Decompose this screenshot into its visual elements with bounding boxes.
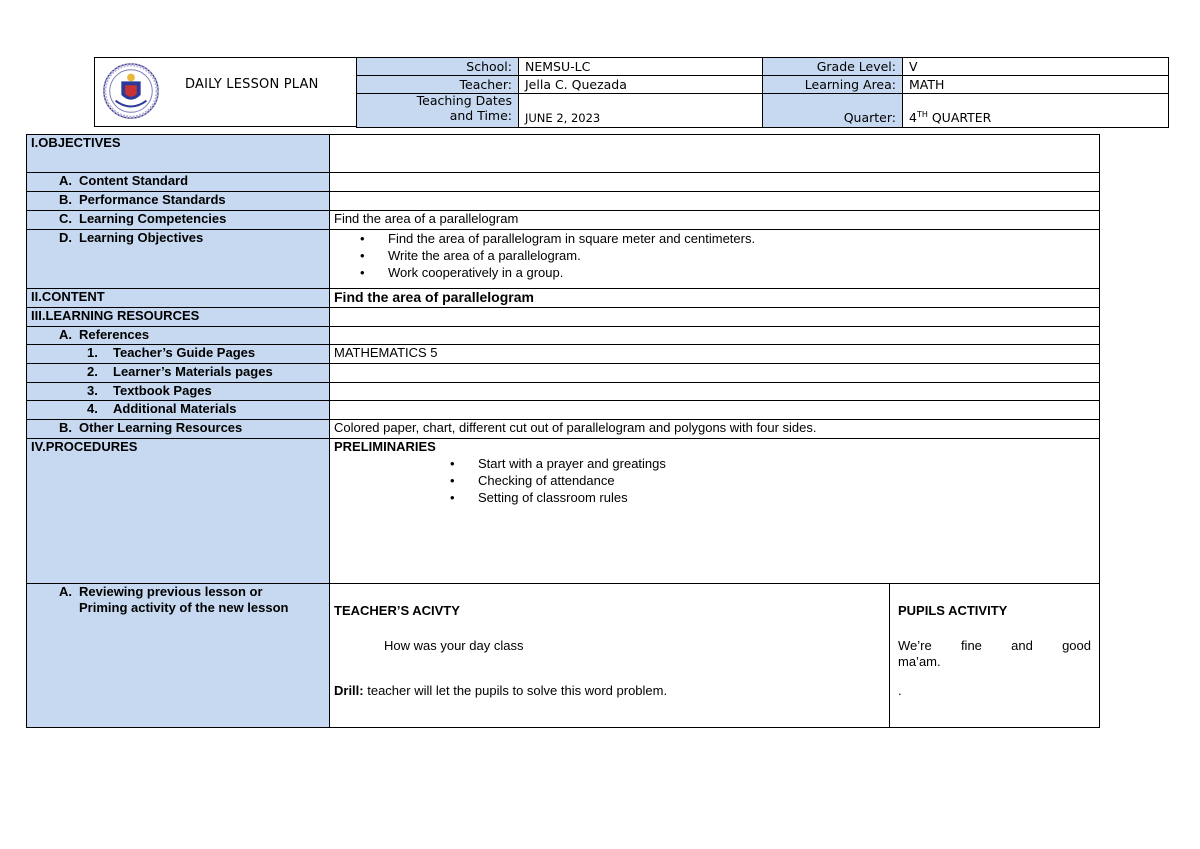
list-item: • Checking of attendance — [478, 472, 1095, 489]
teachers-guide-label — [27, 345, 330, 364]
quarter-label: Quarter: — [763, 94, 903, 128]
content-value: Find the area of parallelogram — [330, 289, 1100, 308]
references-text: References — [79, 327, 150, 342]
learning-resources-value — [330, 308, 1100, 327]
list-item: • Setting of classroom rules — [478, 489, 1095, 506]
learning-competencies-value: Find the area of a parallelogram — [330, 211, 1100, 230]
row-learning-objectives — [27, 230, 1100, 289]
drill-text: teacher will let the pupils to solve this word problem. — [363, 683, 668, 698]
teacher-label: Teacher: — [357, 76, 519, 94]
learning-area-label: Learning Area: — [763, 76, 903, 94]
row-performance-standards — [27, 192, 1100, 211]
learning-objectives-value — [330, 230, 1100, 289]
pupils-activity-column — [889, 584, 1099, 727]
performance-standards-label — [27, 192, 330, 211]
drill-line — [334, 683, 889, 699]
performance-standards-letter: B. — [59, 192, 72, 207]
textbook-pages-value — [330, 383, 1100, 401]
header-row-school — [357, 58, 1169, 76]
pupils-activity-header: PUPILS ACTIVITY — [898, 603, 1008, 618]
references-value — [330, 327, 1100, 345]
grade-level-value: V — [903, 58, 1169, 76]
content-standard-text: Content Standard — [79, 173, 189, 188]
row-objectives — [27, 135, 1100, 173]
list-item: • Work cooperatively in a group. — [388, 264, 1095, 281]
additional-materials-label — [27, 401, 330, 420]
list-item: • Find the area of parallelogram in square meter and centimeters. — [388, 230, 1095, 247]
textbook-pages-num: 3. — [87, 383, 98, 398]
lesson-plan-table — [26, 134, 1100, 728]
preliminaries-list — [334, 455, 1095, 506]
learning-competencies-text: Learning Competencies — [79, 211, 227, 226]
header-info-table — [356, 57, 1169, 128]
grade-level-label: Grade Level: — [763, 58, 903, 76]
deped-seal-icon — [102, 62, 160, 120]
review-activity-cell — [330, 584, 1100, 728]
learning-objectives-list — [334, 230, 1095, 281]
learning-objectives-letter: D. — [59, 230, 72, 245]
row-review — [27, 584, 1100, 728]
row-learning-competencies — [27, 211, 1100, 230]
textbook-pages-text: Textbook Pages — [113, 383, 212, 398]
procedures-value — [330, 439, 1100, 584]
additional-materials-text: Additional Materials — [113, 401, 237, 416]
row-teachers-guide — [27, 345, 1100, 364]
row-content-standard — [27, 173, 1100, 192]
learners-materials-value — [330, 364, 1100, 383]
teachers-guide-value: MATHEMATICS 5 — [330, 345, 1100, 364]
quarter-suffix: QUARTER — [927, 110, 992, 125]
content-standard-label — [27, 173, 330, 192]
learning-objectives-text: Learning Objectives — [79, 230, 204, 245]
other-resources-text: Other Learning Resources — [79, 420, 243, 435]
learners-materials-text: Learner’s Materials pages — [113, 364, 273, 379]
pupils-activity-line-2: ma’am. — [898, 654, 941, 669]
teaching-dates-label — [357, 94, 519, 128]
learners-materials-label — [27, 364, 330, 383]
list-item: • Write the area of a parallelogram. — [388, 247, 1095, 264]
learning-competencies-label — [27, 211, 330, 230]
content-standard-value — [330, 173, 1100, 192]
row-procedures — [27, 439, 1100, 584]
references-letter: A. — [59, 327, 72, 342]
review-letter: A. — [59, 584, 72, 599]
activity-grid — [334, 584, 1095, 727]
pupils-activity-line-1: We’re fine and good — [898, 638, 1091, 653]
row-learning-resources — [27, 308, 1100, 327]
teaching-dates-value: JUNE 2, 2023 — [519, 94, 763, 128]
performance-standards-value — [330, 192, 1100, 211]
references-label — [27, 327, 330, 345]
textbook-pages-label — [27, 383, 330, 401]
performance-standards-text: Performance Standards — [79, 192, 226, 207]
learning-competencies-letter: C. — [59, 211, 72, 226]
content-heading: II.CONTENT — [27, 289, 330, 308]
content-standard-letter: A. — [59, 173, 72, 188]
objectives-heading: I.OBJECTIVES — [27, 135, 330, 173]
other-resources-letter: B. — [59, 420, 72, 435]
other-resources-label — [27, 420, 330, 439]
school-label: School: — [357, 58, 519, 76]
learning-area-value: MATH — [903, 76, 1169, 94]
row-references — [27, 327, 1100, 345]
teacher-activity-header: TEACHER’S ACIVTY — [334, 603, 460, 618]
teaching-dates-label-line1: Teaching Dates — [416, 93, 512, 108]
objectives-value — [330, 135, 1100, 173]
row-textbook-pages — [27, 383, 1100, 401]
quarter-ordinal: TH — [916, 109, 928, 119]
other-resources-value: Colored paper, chart, different cut out of parallelogram and polygons with four sides. — [330, 420, 1100, 439]
header-title-block — [94, 57, 356, 127]
additional-materials-value — [330, 401, 1100, 420]
quarter-value — [903, 94, 1169, 128]
row-content — [27, 289, 1100, 308]
additional-materials-num: 4. — [87, 401, 98, 416]
teacher-activity-line: How was your day class — [384, 638, 524, 653]
learners-materials-num: 2. — [87, 364, 98, 379]
row-additional-materials — [27, 401, 1100, 420]
row-learners-materials — [27, 364, 1100, 383]
teaching-dates-label-line2: and Time: — [449, 107, 512, 123]
procedures-heading: IV.PROCEDURES — [27, 439, 330, 584]
learning-resources-heading: III.LEARNING RESOURCES — [27, 308, 330, 327]
pupils-activity-dot: . — [898, 683, 902, 698]
school-value: NEMSU-LC — [519, 58, 763, 76]
row-other-resources — [27, 420, 1100, 439]
teachers-guide-num: 1. — [87, 345, 98, 360]
preliminaries-title: PRELIMINARIES — [334, 439, 436, 454]
review-label — [27, 584, 330, 728]
teachers-guide-text: Teacher’s Guide Pages — [113, 345, 256, 360]
review-text: Reviewing previous lesson or Priming activity of the new lesson — [79, 584, 289, 615]
drill-label: Drill: — [334, 683, 364, 698]
learning-objectives-label — [27, 230, 330, 289]
teacher-value: Jella C. Quezada — [519, 76, 763, 94]
teacher-activity-column — [334, 584, 889, 727]
header-row-teacher — [357, 76, 1169, 94]
quarter-number: 4 — [909, 110, 917, 125]
header-row-dates — [357, 94, 1169, 128]
list-item: • Start with a prayer and greatings — [478, 455, 1095, 472]
page-title: DAILY LESSON PLAN — [185, 77, 319, 92]
